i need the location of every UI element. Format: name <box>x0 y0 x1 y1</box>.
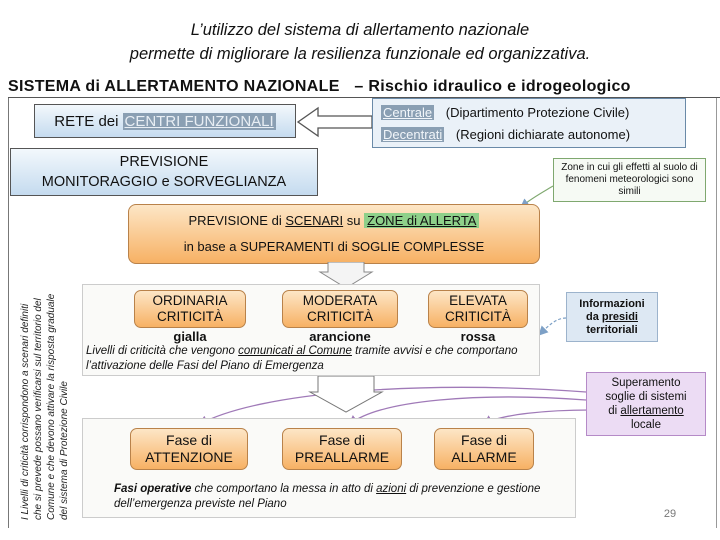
decentrati-desc: (Regioni dichiarate autonome) <box>455 127 631 142</box>
diagram-heading-suffix: – Rischio idraulico e idrogeologico <box>354 78 631 95</box>
previsione-label: PREVISIONE <box>119 154 209 170</box>
scenari-line-1 <box>129 213 539 228</box>
decentrati-row <box>381 127 630 142</box>
rete-label: RETE dei <box>54 112 119 130</box>
soglie-line-3 <box>605 404 686 418</box>
slide-title-line-1: L’utilizzo del sistema di allertamento nazionale <box>190 21 530 39</box>
presidi-territoriali-box <box>566 292 658 342</box>
scenari-box <box>128 204 540 264</box>
centri-funzionali-label: CENTRI FUNZIONALI <box>124 112 274 130</box>
fase-allarme-box <box>434 428 534 470</box>
criticita-elevata-line-1: ELEVATA <box>449 293 507 308</box>
fasi-note-b: che comportano la messa in atto di <box>194 483 373 495</box>
scenari-text-e: in base a SUPERAMENTI di <box>183 239 348 254</box>
fasi-note-a: Fasi operative <box>114 483 192 495</box>
centrale-key: Centrale <box>383 105 433 120</box>
fase-allarme-line-2: ALLARME <box>451 449 517 465</box>
soglie-line-2: soglie di sistemi <box>605 391 687 403</box>
presidi-line-3: territoriali <box>586 323 638 336</box>
presidi-line-2-b: presidi <box>601 310 638 323</box>
fase-attenzione-line-2: ATTENZIONE <box>145 449 233 465</box>
fase-attenzione-line-1: Fase di <box>166 432 212 448</box>
fase-attenzione-box <box>130 428 248 470</box>
criticita-moderata-box <box>282 290 398 328</box>
scenari-line-2 <box>129 239 539 254</box>
side-note-line-3: Comune e che devono attivare la risposta graduale <box>46 293 57 520</box>
presidi-line-2 <box>579 311 644 324</box>
criticita-arancione-label: arancione <box>309 329 371 344</box>
zone-note-connector <box>522 186 553 206</box>
page-number: 29 <box>663 508 677 520</box>
fase-allarme-line-1: Fase di <box>461 432 507 448</box>
soglie-line-3-b: allertamento <box>620 405 684 417</box>
soglie-line-4: locale <box>630 419 662 431</box>
fasi-note <box>114 482 554 512</box>
fase-preallarme-line-2: PREALLARME <box>294 449 390 465</box>
criticita-ordinaria-box <box>134 290 246 328</box>
zone-allerta-note <box>553 158 706 202</box>
criticita-moderata-line-1: MODERATA <box>302 293 378 308</box>
criticita-down-arrow <box>310 376 382 412</box>
scenari-text-c: su <box>346 213 361 228</box>
soglie-line-1: Superamento <box>611 377 681 389</box>
centrale-desc: (Dipartimento Protezione Civile) <box>445 105 630 120</box>
previsione-monitoraggio-box <box>10 148 318 196</box>
centrale-to-rete-arrow <box>298 108 372 136</box>
criticita-note-c: tramite avvisi e che comportano l’attivazione delle Fasi del Piano di Emergenza <box>86 345 518 372</box>
criticita-moderata-line-2: CRITICITÀ <box>307 309 373 324</box>
scenari-text-b: SCENARI <box>285 213 344 228</box>
zone-allerta-highlight: ZONE di ALLERTA <box>364 213 479 228</box>
criticita-note-comune: comunicati al Comune <box>238 345 352 357</box>
soglie-line-3-a: di <box>608 405 618 417</box>
scenari-text-f: SOGLIE COMPLESSE <box>351 239 485 254</box>
scenari-text-a: PREVISIONE di <box>188 213 282 228</box>
fasi-note-azioni: azioni <box>376 483 407 495</box>
diagram-heading-main: SISTEMA di ALLERTAMENTO NAZIONALE <box>8 78 340 95</box>
side-note-line-1: I Livelli di criticità corrispondono a scenari definiti <box>20 303 31 520</box>
side-note-line-4: del sistema di Protezione Civile <box>59 381 70 520</box>
presidi-line-2-a: da <box>586 310 599 323</box>
criticita-ordinaria-line-2: CRITICITÀ <box>157 309 223 324</box>
centri-funzionali-detail-box <box>372 98 686 148</box>
monitoraggio-label: MONITORAGGIO e SORVEGLIANZA <box>41 174 287 190</box>
criticita-rossa-label: rossa <box>460 329 496 344</box>
decentrati-key: Decentrati <box>383 127 443 142</box>
fasi-note-d: di prevenzione e gestione dell’emergenza previste nel Piano <box>114 483 541 510</box>
slide-title-line-2: permette di migliorare la resilienza funzionale ed organizzativa. <box>129 45 591 63</box>
criticita-ordinaria-line-1: ORDINARIA <box>152 293 228 308</box>
criticita-gialla-label: gialla <box>173 329 207 344</box>
criticita-elevata-box <box>428 290 528 328</box>
fase-preallarme-box <box>282 428 402 470</box>
zone-note-text: Zone in cui gli effetti al suolo di fenomeni meteorologici sono simili <box>561 162 698 197</box>
centrale-row <box>381 105 629 120</box>
side-note-vertical <box>19 220 71 520</box>
side-note-line-2: che si prevede possano verificarsi sul territorio del <box>33 298 44 520</box>
criticita-elevata-line-2: CRITICITÀ <box>445 309 511 324</box>
presidi-connector <box>540 318 566 334</box>
presidi-line-1: Informazioni <box>579 297 645 310</box>
rete-centri-funzionali-box <box>34 104 296 138</box>
fase-preallarme-line-1: Fase di <box>319 432 365 448</box>
criticita-note <box>86 344 538 374</box>
criticita-note-a: Livelli di criticità che vengono <box>86 345 235 357</box>
soglie-allertamento-locale-box <box>586 372 706 436</box>
